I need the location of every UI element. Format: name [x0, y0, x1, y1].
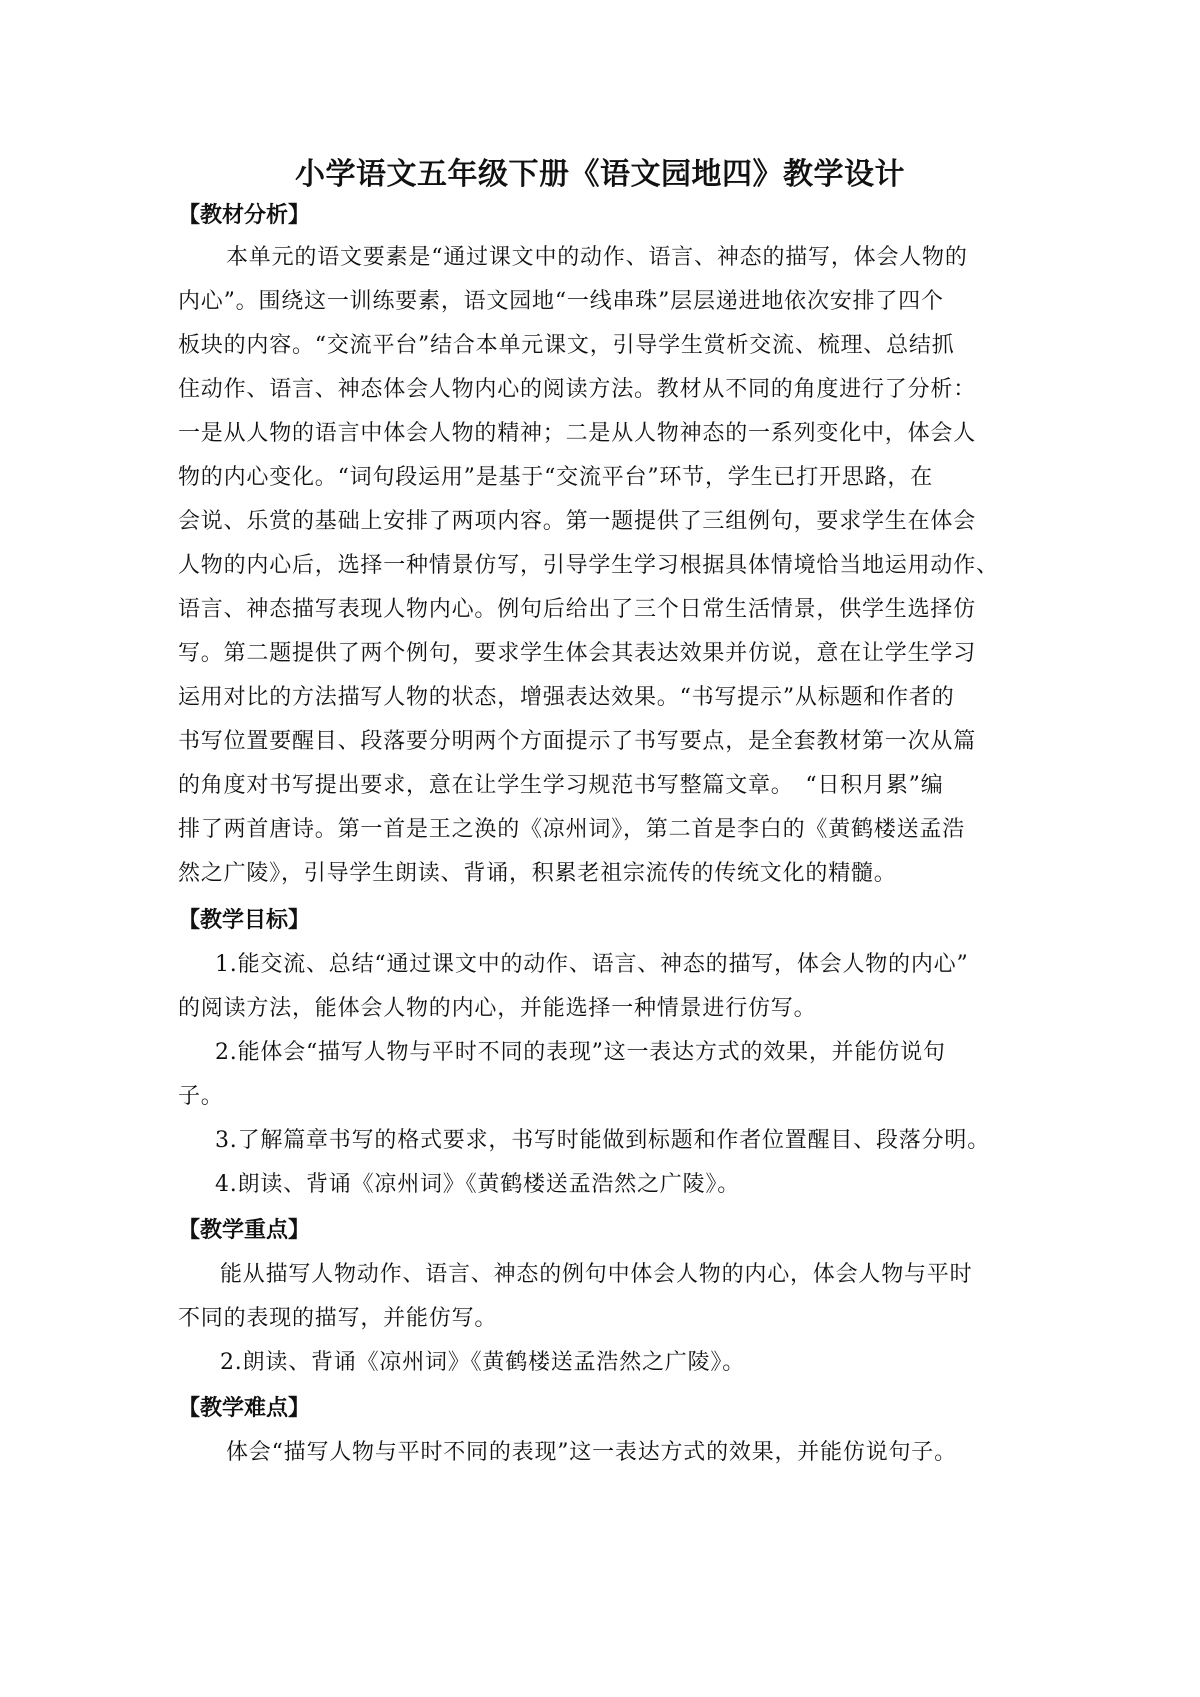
goal-line: 1.能交流、总结“通过课文中的动作、语言、神态的描写，体会人物的内心” — [215, 952, 969, 977]
key-point-line: 能从描写人物动作、语言、神态的例句中体会人物的内心，体会人物与平时 — [220, 1262, 973, 1287]
section-heading-analysis: 【教材分析】 — [178, 202, 311, 228]
analysis-line: 书写位置要醒目、段落要分明两个方面提示了书写要点，是全套教材第一次从篇 — [178, 729, 977, 754]
section-heading-difficulties: 【教学难点】 — [178, 1395, 311, 1421]
analysis-line: 写。第二题提供了两个例句，要求学生体会其表达效果并仿说，意在让学生学习 — [178, 641, 977, 666]
analysis-line: 语言、神态描写表现人物内心。例句后给出了三个日常生活情景，供学生选择仿 — [178, 597, 977, 622]
analysis-line: 运用对比的方法描写人物的状态，增强表达效果。“书写提示”从标题和作者的 — [178, 685, 955, 710]
section-heading-goals: 【教学目标】 — [178, 907, 311, 933]
analysis-line: 人物的内心后，选择一种情景仿写，引导学生学习根据具体情境恰当地运用动作、 — [178, 553, 999, 578]
key-point-line: 2.朗读、背诵《凉州词》《黄鹤楼送孟浩然之广陵》。 — [220, 1350, 745, 1375]
goal-line: 2.能体会“描写人物与平时不同的表现”这一表达方式的效果，并能仿说句 — [215, 1040, 946, 1065]
key-point-line: 不同的表现的描写，并能仿写。 — [178, 1306, 498, 1331]
goal-line: 3.了解篇章书写的格式要求，书写时能做到标题和作者位置醒目、段落分明。 — [215, 1128, 990, 1153]
analysis-line: 排了两首唐诗。第一首是王之涣的《凉州词》，第二首是李白的《黄鹤楼送孟浩 — [178, 817, 966, 842]
analysis-line: 一是从人物的语言中体会人物的精神；二是从人物神态的一系列变化中，体会人 — [178, 421, 977, 446]
section-heading-key-points: 【教学重点】 — [178, 1217, 311, 1243]
analysis-line: 会说、乐赏的基础上安排了两项内容。第一题提供了三组例句，要求学生在体会 — [178, 509, 977, 534]
analysis-line: 住动作、语言、神态体会人物内心的阅读方法。教材从不同的角度进行了分析： — [178, 377, 977, 402]
goal-line: 子。 — [178, 1084, 224, 1109]
analysis-line: 本单元的语文要素是“通过课文中的动作、语言、神态的描写，体会人物的 — [226, 245, 968, 270]
goal-line: 4.朗读、背诵《凉州词》《黄鹤楼送孟浩然之广陵》。 — [215, 1172, 740, 1197]
analysis-line: 的角度对书写提出要求，意在让学生学习规范书写整篇文章。 “日积月累”编 — [178, 773, 944, 798]
page-title: 小学语文五年级下册《语文园地四》教学设计 — [295, 157, 905, 192]
analysis-line: 物的内心变化。“词句段运用”是基于“交流平台”环节，学生已打开思路，在 — [178, 465, 933, 490]
difficulty-line: 体会“描写人物与平时不同的表现”这一表达方式的效果，并能仿说句子。 — [226, 1440, 957, 1465]
goal-line: 的阅读方法，能体会人物的内心，并能选择一种情景进行仿写。 — [178, 996, 817, 1021]
analysis-line: 内心”。围绕这一训练要素，语文园地“一线串珠”层层递进地依次安排了四个 — [178, 289, 944, 314]
analysis-line: 板块的内容。“交流平台”结合本单元课文，引导学生赏析交流、梳理、总结抓 — [178, 333, 955, 358]
analysis-line: 然之广陵》，引导学生朗读、背诵，积累老祖宗流传的传统文化的精髓。 — [178, 861, 897, 886]
